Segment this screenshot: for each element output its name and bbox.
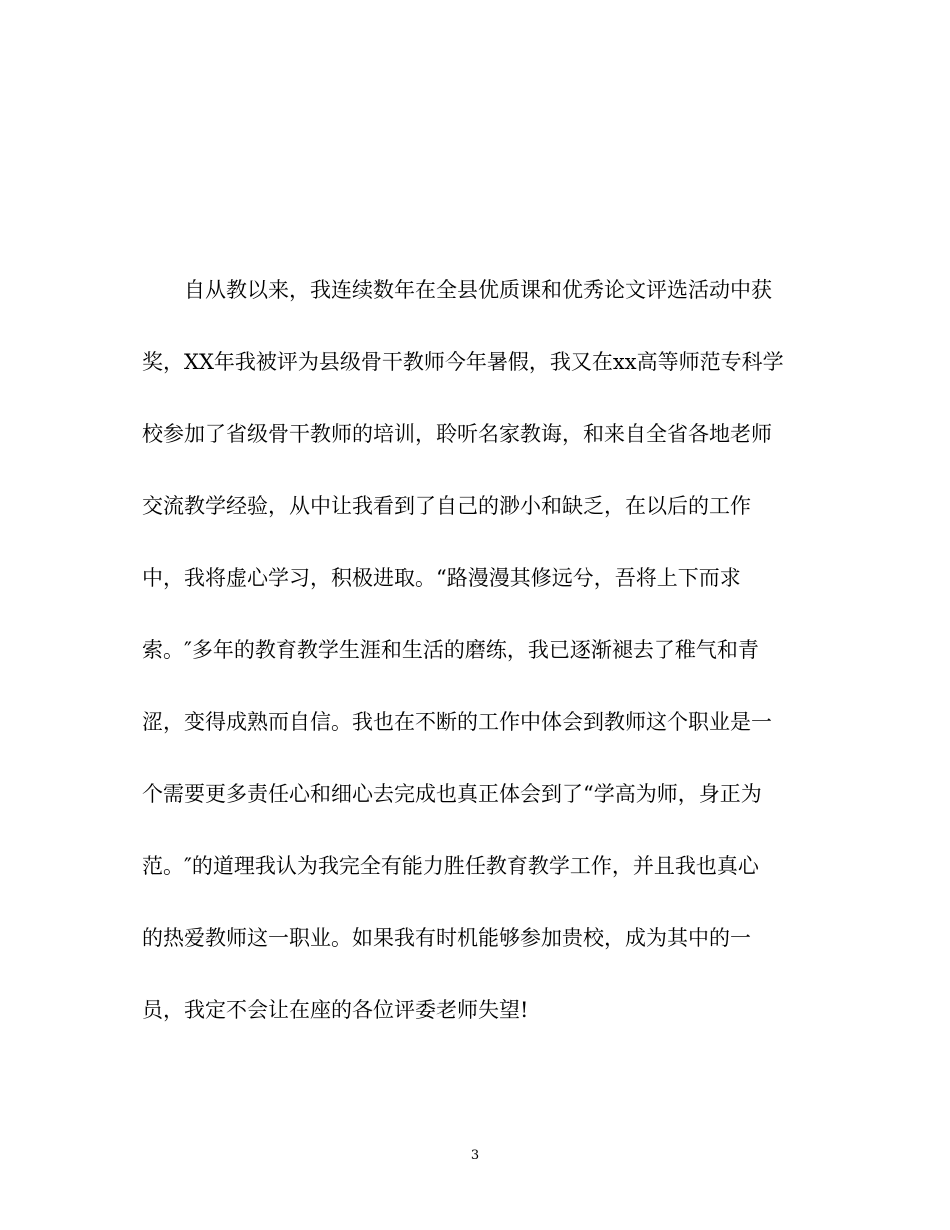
paragraph-line: 范。″的道理我认为我完全有能力胜任教育教学工作，并且我也真心 bbox=[142, 854, 759, 878]
paragraph-line: 校参加了省级骨干教师的培训，聆听名家教诲，和来自全省各地老师 bbox=[142, 422, 772, 446]
paragraph-line: 奖，XX年我被评为县级骨干教师今年暑假，我又在xx高等师范专科学 bbox=[142, 350, 784, 374]
page-number: 3 bbox=[470, 1148, 480, 1163]
paragraph-line: 交流教学经验，从中让我看到了自己的渺小和缺乏，在以后的工作 bbox=[142, 494, 751, 518]
paragraph-line: 个需要更多责任心和细心去完成也真正体会到了“学高为师，身正为 bbox=[142, 782, 762, 806]
paragraph-line: 索。″多年的教育教学生涯和生活的磨练，我已逐渐褪去了稚气和青 bbox=[142, 638, 759, 662]
paragraph-line: 自从教以来，我连续数年在全县优质课和优秀论文评选活动中获 bbox=[184, 278, 772, 302]
paragraph-line: 涩，变得成熟而自信。我也在不断的工作中体会到教师这个职业是一 bbox=[142, 710, 772, 734]
paragraph-line: 中，我将虚心学习，积极进取。“路漫漫其修远兮，吾将上下而求 bbox=[142, 566, 741, 590]
paragraph-line: 员，我定不会让在座的各位评委老师失望! bbox=[142, 998, 529, 1022]
body-paragraph bbox=[142, 266, 822, 1058]
paragraph-line: 的热爱教师这一职业。如果我有时机能够参加贵校，成为其中的一 bbox=[142, 926, 751, 950]
